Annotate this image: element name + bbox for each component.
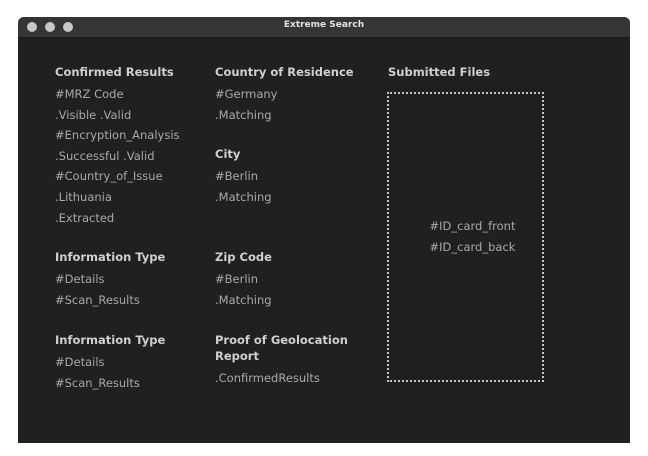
file-item-id-card-front[interactable]: #ID_card_front [429, 219, 516, 234]
result-line: #Encryption_Analysis [55, 128, 180, 143]
submitted-files-heading: Submitted Files [388, 65, 491, 79]
city-line: #Berlin [215, 169, 259, 183]
geolocation-heading-line-2: Report [215, 349, 259, 363]
zip-line: .Matching [215, 292, 272, 307]
geolocation-heading-line-1: Proof of Geolocation [215, 333, 348, 347]
zip-line: #Berlin [215, 272, 259, 286]
information-type-heading: Information Type [55, 250, 166, 264]
country-of-residence-section [215, 64, 354, 125]
window-title: Extreme Search [283, 20, 365, 30]
title-bar [18, 17, 630, 38]
info-line: #Details [55, 272, 105, 286]
country-of-residence-heading: Country of Residence [215, 65, 354, 79]
information-type-section [55, 249, 165, 310]
result-line: #MRZ Code [55, 87, 124, 101]
confirmed-results-heading: Confirmed Results [55, 65, 174, 79]
info-line: #Scan_Results [55, 292, 140, 307]
file-drop-zone[interactable] [387, 92, 544, 382]
file-item-id-card-back[interactable]: #ID_card_back [429, 240, 516, 254]
zip-code-heading: Zip Code [215, 250, 272, 264]
result-line: #Country_of_Issue [55, 169, 163, 184]
geolocation-section [215, 332, 348, 389]
information-type-section-2 [55, 332, 165, 393]
result-line: .Successful .Valid [55, 148, 155, 163]
geolocation-line: .ConfirmedResults [215, 371, 320, 385]
submitted-files-section [388, 64, 490, 80]
city-heading: City [215, 147, 241, 161]
residence-line: #Germany [215, 87, 278, 101]
information-type-heading: Information Type [55, 333, 166, 347]
zip-code-section [215, 249, 272, 310]
result-line: .Lithuania [55, 189, 112, 204]
info-line: #Scan_Results [55, 375, 140, 390]
result-line: .Extracted [55, 210, 115, 225]
result-line: .Visible .Valid [55, 107, 132, 122]
confirmed-results-section [55, 64, 180, 228]
info-line: #Details [55, 355, 105, 369]
city-line: .Matching [215, 189, 272, 204]
city-section [215, 146, 272, 207]
residence-line: .Matching [215, 107, 272, 122]
app-window [18, 17, 630, 443]
